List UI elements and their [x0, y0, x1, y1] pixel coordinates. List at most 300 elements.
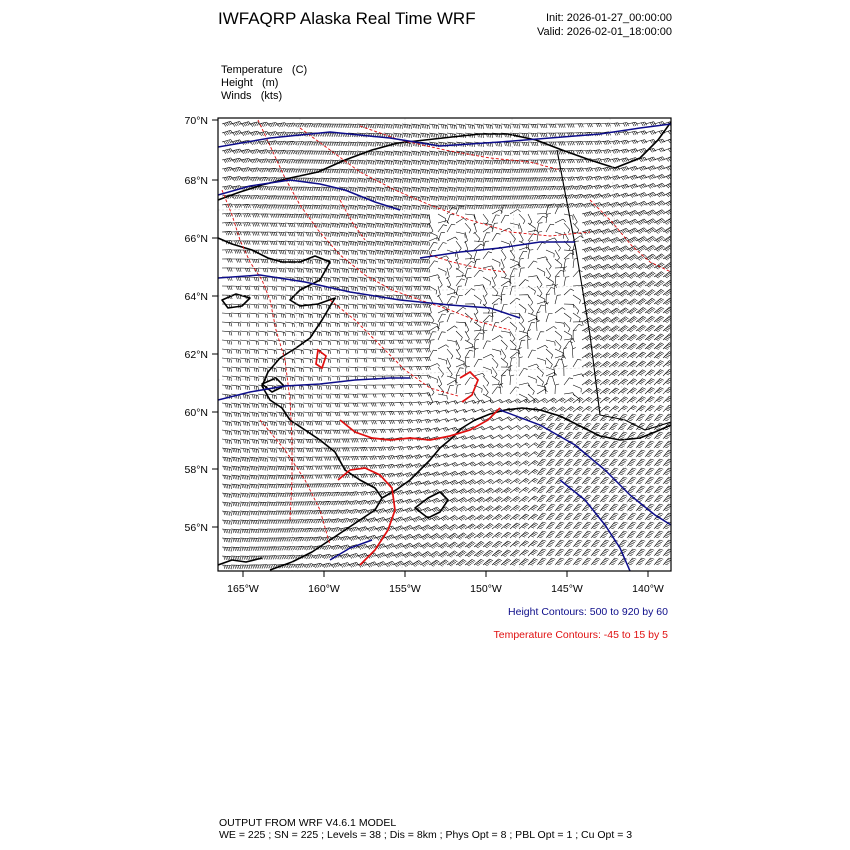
wind-barb — [519, 470, 529, 476]
wind-barb — [330, 367, 340, 372]
wind-barb — [537, 558, 546, 565]
wind-barb — [645, 281, 655, 287]
wind-barb — [429, 261, 438, 268]
wind-barb — [249, 538, 259, 542]
wind-barb — [618, 531, 627, 538]
wind-barb — [627, 308, 637, 314]
wind-barb — [312, 466, 322, 470]
wind-barb — [294, 448, 304, 452]
wind-barb — [636, 281, 646, 287]
wind-barb — [258, 313, 268, 318]
wind-barb — [384, 178, 394, 183]
wind-barb — [537, 151, 547, 155]
wind-barb — [627, 281, 638, 287]
wind-barb — [519, 142, 529, 146]
wind-barb — [465, 268, 471, 277]
wind-barb — [474, 497, 485, 502]
wind-barb — [537, 223, 543, 232]
wind-barb — [528, 313, 536, 320]
wind-barb — [411, 525, 422, 531]
wind-barb — [285, 214, 295, 218]
wind-barb — [564, 459, 573, 466]
wind-barb — [501, 317, 511, 322]
wind-barb — [339, 142, 349, 146]
wind-barb — [339, 205, 349, 210]
wind-barb — [555, 259, 562, 268]
wind-barb — [483, 124, 493, 129]
wind-barb — [294, 430, 304, 435]
wind-barb — [402, 223, 412, 228]
wind-barb — [411, 133, 421, 138]
wind-barb — [402, 525, 413, 531]
wind-barb — [528, 151, 538, 155]
wind-barb — [573, 186, 584, 191]
wind-barb — [546, 124, 556, 128]
wind-barb — [600, 558, 609, 565]
wind-barb — [339, 412, 349, 416]
wind-barb — [303, 250, 313, 255]
wind-barb — [240, 502, 250, 507]
wind-barb — [231, 439, 241, 444]
wind-barb — [222, 412, 232, 417]
wind-barb — [591, 176, 602, 180]
wind-barb — [222, 313, 232, 317]
wind-barb — [420, 187, 430, 192]
wind-barb — [375, 232, 385, 237]
wind-barb — [501, 151, 511, 155]
wind-barb — [519, 383, 530, 386]
wind-barb — [348, 412, 358, 416]
wind-barb — [492, 497, 502, 502]
wind-barb — [276, 493, 286, 497]
wind-barb — [375, 286, 385, 291]
wind-barb — [258, 177, 269, 181]
wind-barb — [474, 533, 484, 539]
wind-barb — [609, 459, 618, 466]
wind-barb — [573, 477, 582, 484]
wind-barb — [537, 495, 546, 502]
wind-barb — [339, 151, 349, 155]
wind-barb — [474, 524, 484, 529]
wind-barb — [537, 468, 546, 475]
lat-label: 60°N — [184, 407, 208, 419]
wind-barb — [303, 511, 313, 515]
wind-barb — [240, 475, 250, 480]
wind-barb — [636, 325, 646, 332]
wind-barb — [438, 551, 449, 557]
wind-barb — [582, 513, 591, 520]
wind-barb — [357, 304, 367, 309]
wind-barb — [438, 480, 449, 485]
wind-barb — [537, 450, 546, 457]
wind-barb — [564, 540, 573, 547]
wind-barb — [636, 531, 645, 538]
wind-barb — [258, 168, 269, 172]
wind-barb — [249, 385, 259, 390]
wind-barb — [546, 250, 554, 257]
wind-barb — [258, 259, 268, 263]
wind-barb — [438, 472, 449, 477]
wind-barb — [546, 169, 556, 173]
wind-barb — [339, 223, 349, 228]
wind-barb — [600, 264, 611, 270]
wind-barb — [231, 367, 241, 372]
wind-barb — [312, 142, 322, 146]
wind-barb — [348, 509, 359, 514]
wind-barb — [411, 349, 421, 353]
wind-barb — [393, 286, 403, 291]
wind-barb — [231, 520, 241, 525]
wind-barb — [645, 379, 655, 385]
wind-barb — [573, 406, 583, 412]
wind-barb — [339, 232, 349, 237]
wind-barb — [609, 370, 619, 376]
wind-barb — [465, 277, 472, 286]
wind-barb — [438, 454, 449, 458]
wind-barb — [429, 481, 440, 486]
wind-barb — [519, 523, 529, 529]
wind-barb — [348, 286, 358, 291]
wind-barb — [303, 367, 313, 372]
wind-barb — [240, 412, 250, 417]
wind-barb — [528, 399, 539, 404]
wind-barb — [339, 483, 350, 487]
wind-barb — [258, 241, 268, 245]
wind-barb — [384, 169, 394, 174]
wind-barb — [537, 376, 544, 386]
wind-barb — [357, 160, 367, 165]
wind-barb — [384, 340, 394, 344]
wind-barb — [618, 290, 629, 296]
wind-barb — [465, 533, 475, 540]
wind-barb — [564, 322, 570, 332]
wind-barb — [483, 394, 491, 402]
wind-barb — [591, 495, 600, 502]
wind-barb — [411, 160, 421, 165]
wind-barb — [582, 300, 593, 306]
wind-barb — [267, 340, 277, 345]
wind-barb — [492, 336, 503, 341]
wind-barb — [276, 502, 286, 506]
wind-barb — [348, 259, 358, 264]
wind-barb — [609, 423, 618, 430]
wind-barb — [240, 268, 250, 272]
lat-label: 56°N — [184, 522, 208, 534]
wind-barb — [366, 214, 376, 219]
wind-barb — [348, 295, 358, 300]
wind-barb — [285, 304, 295, 309]
wind-barb — [267, 430, 277, 435]
wind-barb — [303, 466, 313, 470]
wind-barb — [528, 295, 533, 306]
wind-barb — [231, 493, 241, 498]
wind-barb — [357, 277, 367, 282]
wind-barb — [618, 450, 627, 457]
wind-barb — [321, 421, 331, 425]
wind-barb — [528, 178, 538, 182]
wind-barb — [312, 214, 322, 219]
wind-barb — [231, 448, 241, 453]
wind-barb — [600, 379, 610, 385]
wind-barb — [438, 385, 444, 395]
wind-barb — [267, 214, 277, 218]
wind-barb — [393, 241, 403, 246]
wind-barb — [510, 178, 520, 182]
wind-barb — [519, 532, 529, 538]
wind-barb — [267, 187, 277, 191]
wind-barb — [348, 178, 358, 183]
wind-barb — [357, 241, 367, 246]
wind-barb — [591, 441, 600, 448]
wind-barb — [330, 528, 341, 533]
wind-barb — [546, 441, 555, 448]
wind-barb — [618, 202, 629, 208]
wind-barb — [618, 423, 627, 430]
wind-barb — [636, 504, 645, 511]
wind-barb — [456, 542, 466, 548]
wind-barb — [375, 160, 385, 165]
wind-barb — [222, 176, 233, 181]
wind-barb — [393, 169, 403, 174]
wind-barb — [249, 475, 259, 480]
wind-barb — [348, 250, 358, 255]
wind-barb — [321, 331, 331, 336]
wind-barb — [600, 370, 610, 376]
wind-barb — [294, 250, 304, 255]
wind-barb — [276, 205, 286, 209]
wind-barb — [312, 295, 322, 300]
wind-barb — [285, 358, 295, 363]
wind-barb — [609, 308, 620, 314]
wind-barb — [600, 317, 611, 323]
wind-barb — [393, 393, 403, 397]
wind-barb — [465, 471, 476, 475]
wind-barb — [222, 331, 232, 336]
wind-barb — [312, 178, 322, 182]
wind-barb — [366, 491, 377, 495]
wind-barb — [645, 397, 655, 404]
wind-barb — [510, 259, 518, 266]
wind-barb — [555, 124, 565, 128]
wind-barb — [393, 367, 403, 371]
wind-barb — [285, 538, 295, 542]
wind-barb — [573, 304, 579, 314]
wind-barb — [456, 205, 466, 210]
wind-barb — [357, 313, 367, 318]
wind-barb — [483, 322, 488, 331]
wind-barb — [528, 196, 538, 200]
wind-barb — [492, 187, 502, 191]
wind-barb — [339, 448, 349, 452]
wind-barb — [375, 562, 386, 568]
wind-barb — [447, 560, 457, 566]
wind-barb — [402, 508, 413, 513]
wind-barb — [474, 453, 485, 457]
wind-barb — [609, 513, 618, 520]
wind-barb — [420, 375, 431, 379]
wind-barb — [600, 549, 609, 556]
wind-barb — [474, 178, 484, 183]
wind-barb — [537, 160, 547, 164]
wind-barb — [645, 272, 655, 278]
wind-barb — [636, 361, 646, 367]
wind-barb — [654, 558, 663, 565]
wind-barb — [420, 241, 430, 246]
wind-barb — [357, 250, 367, 255]
wind-barb — [555, 504, 564, 511]
wind-barb — [276, 123, 287, 127]
wind-barb — [240, 313, 250, 318]
wind-barb — [330, 563, 341, 568]
wind-barb — [348, 403, 358, 407]
wind-barb — [393, 340, 403, 344]
wind-barb — [411, 169, 421, 174]
wind-barb — [375, 205, 385, 210]
wind-barb — [267, 529, 277, 533]
wind-barb — [375, 482, 386, 486]
wind-barb — [249, 412, 259, 417]
wind-barb — [339, 295, 349, 300]
wind-barb — [582, 353, 593, 358]
wind-barb — [591, 371, 601, 377]
wind-barb — [591, 522, 600, 529]
wind-barb — [312, 259, 322, 264]
wind-barb — [600, 158, 611, 162]
wind-barb — [276, 412, 286, 417]
wind-barb — [627, 202, 638, 208]
wind-barb — [240, 556, 250, 560]
wind-barb — [636, 397, 646, 403]
wind-barb — [474, 241, 484, 245]
wind-barb — [582, 406, 592, 412]
wind-barb — [258, 150, 269, 154]
wind-barb — [384, 420, 395, 424]
wind-barb — [258, 484, 268, 489]
wind-barb — [573, 141, 583, 145]
wind-barb — [627, 175, 638, 180]
wind-barb — [303, 502, 313, 506]
wind-barb — [564, 124, 574, 128]
wind-barb — [231, 213, 242, 217]
wind-barb — [501, 124, 511, 129]
wind-barb — [429, 463, 440, 468]
wind-barb — [447, 224, 455, 232]
longitude-axis — [227, 571, 664, 595]
wind-barb — [303, 223, 313, 228]
wind-barb — [546, 504, 555, 511]
wind-barb — [402, 187, 412, 192]
wind-barb — [474, 270, 483, 277]
wind-barb — [321, 563, 332, 568]
wind-barb — [519, 559, 529, 566]
wind-barb — [222, 457, 232, 462]
wind-barb — [429, 340, 435, 349]
wind-barb — [519, 258, 524, 268]
wind-barb — [375, 553, 386, 559]
wind-barb — [258, 421, 268, 426]
wind-barb — [465, 378, 474, 385]
wind-barb — [591, 362, 601, 367]
wind-barb — [294, 502, 304, 506]
wind-barb — [537, 169, 547, 173]
wind-barb — [582, 477, 591, 484]
wind-barb — [231, 385, 241, 390]
wind-barb — [654, 334, 664, 341]
wind-barb — [501, 435, 512, 440]
wind-barb — [645, 531, 654, 538]
wind-barb — [528, 505, 538, 511]
wind-barb — [492, 550, 502, 557]
wind-barb — [618, 281, 629, 287]
wind-barb — [636, 166, 647, 171]
wind-barb — [474, 506, 485, 511]
wind-barb — [573, 150, 584, 154]
init-time: Init: 2026-01-27_00:00:00 — [546, 12, 672, 24]
wind-barb — [545, 303, 549, 313]
wind-barb — [474, 515, 484, 520]
wind-barb — [222, 529, 232, 534]
wind-barb — [546, 340, 555, 346]
wind-barb — [411, 516, 422, 522]
wind-barb — [474, 471, 485, 476]
wind-barb — [582, 141, 593, 145]
wind-barb — [222, 286, 232, 290]
wind-barb — [518, 348, 522, 359]
wind-barb — [249, 403, 259, 408]
wind-barb — [501, 250, 506, 261]
wind-barb — [555, 142, 565, 146]
wind-barb — [645, 558, 654, 565]
wind-barb — [222, 439, 232, 444]
wind-barb — [483, 409, 494, 413]
wind-barb — [555, 398, 565, 403]
wind-barb — [258, 394, 268, 399]
wind-barb — [564, 186, 575, 190]
wind-barb — [312, 196, 322, 200]
wind-barb — [519, 268, 525, 277]
wind-barb — [447, 349, 453, 359]
wind-barb — [600, 388, 610, 394]
wind-barb — [528, 250, 533, 259]
wind-barb — [555, 522, 564, 529]
lon-label: 155°W — [389, 583, 421, 595]
wind-barb — [339, 518, 350, 523]
wind-barb — [537, 216, 546, 223]
wind-barb — [357, 421, 367, 425]
wind-barb — [582, 194, 593, 199]
lat-label: 66°N — [184, 233, 208, 245]
wind-barb — [420, 268, 430, 272]
wind-barb — [222, 520, 232, 525]
wind-barb — [330, 322, 340, 327]
wind-barb — [357, 223, 367, 228]
wind-barb — [519, 357, 523, 367]
wind-barb — [546, 238, 557, 241]
wind-barb — [267, 457, 277, 462]
wind-barb — [438, 542, 449, 548]
wind-barb — [465, 524, 475, 529]
wind-barb — [591, 247, 602, 253]
wind-barb — [456, 340, 460, 351]
wind-barb — [474, 196, 484, 200]
wind-barb — [402, 259, 412, 264]
wind-barb — [537, 504, 546, 511]
wind-barb — [321, 554, 332, 559]
wind-barb — [510, 470, 520, 475]
wind-barb — [321, 142, 331, 146]
wind-barb — [303, 564, 314, 569]
wind-barb — [267, 168, 277, 172]
